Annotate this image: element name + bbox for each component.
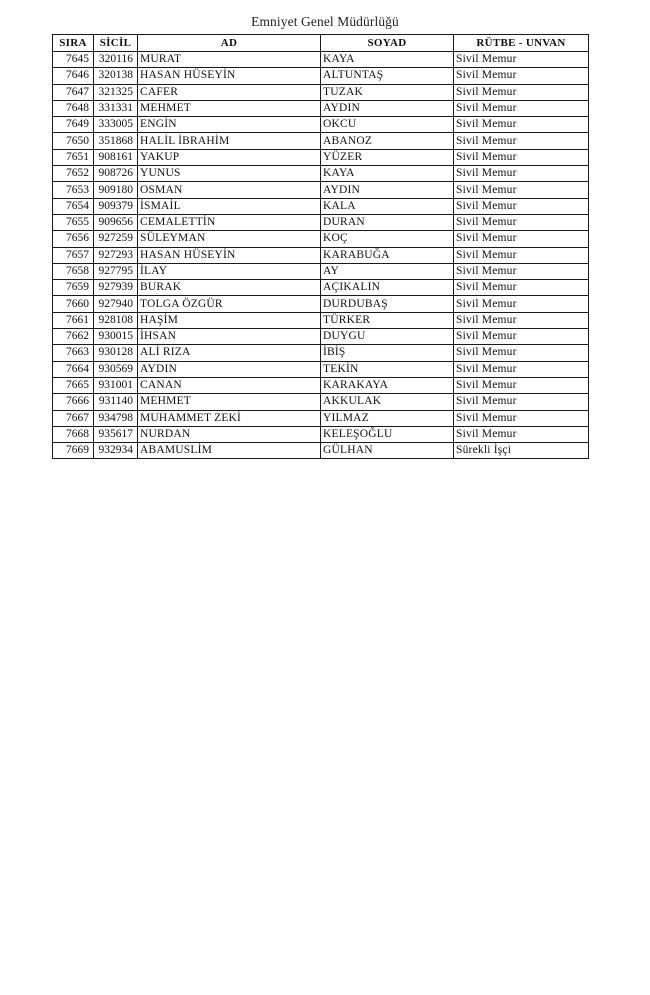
cell-sira: 7664: [53, 361, 94, 377]
table-row: [53, 247, 589, 263]
cell-sicil: 321325: [94, 84, 138, 100]
cell-sicil: 927259: [94, 231, 138, 247]
cell-sira: 7656: [53, 231, 94, 247]
column-header-sira: SIRA: [53, 35, 94, 52]
cell-rutbe: Sivil Memur: [454, 426, 589, 442]
cell-rutbe: Sivil Memur: [454, 329, 589, 345]
cell-ad: SÜLEYMAN: [138, 231, 321, 247]
table-row: [53, 280, 589, 296]
cell-sira: 7661: [53, 312, 94, 328]
cell-sira: 7668: [53, 426, 94, 442]
column-header-ad: AD: [138, 35, 321, 52]
cell-sira: 7659: [53, 280, 94, 296]
cell-ad: MUHAMMET ZEKİ: [138, 410, 321, 426]
cell-ad: İLAY: [138, 263, 321, 279]
cell-rutbe: Sivil Memur: [454, 394, 589, 410]
table-row: [53, 166, 589, 182]
table-row: [53, 133, 589, 149]
table-row: [53, 214, 589, 230]
cell-sicil: 931001: [94, 377, 138, 393]
cell-soyad: AYDIN: [321, 100, 454, 116]
cell-sicil: 331331: [94, 100, 138, 116]
column-header-sicil: SİCİL: [94, 35, 138, 52]
cell-ad: ALİ RIZA: [138, 345, 321, 361]
table-row: [53, 329, 589, 345]
cell-soyad: KAYA: [321, 166, 454, 182]
cell-sicil: 931140: [94, 394, 138, 410]
cell-soyad: GÜLHAN: [321, 443, 454, 459]
cell-soyad: DURAN: [321, 214, 454, 230]
cell-sicil: 927940: [94, 296, 138, 312]
table-row: [53, 182, 589, 198]
table-row: [53, 312, 589, 328]
cell-rutbe: Sivil Memur: [454, 231, 589, 247]
table-row: [53, 296, 589, 312]
table-body: [53, 52, 589, 459]
cell-sira: 7663: [53, 345, 94, 361]
cell-soyad: DURDUBAŞ: [321, 296, 454, 312]
cell-ad: İHSAN: [138, 329, 321, 345]
cell-ad: MEHMET: [138, 394, 321, 410]
table-row: [53, 345, 589, 361]
column-header-soyad: SOYAD: [321, 35, 454, 52]
cell-soyad: KARABUĞA: [321, 247, 454, 263]
cell-rutbe: Sivil Memur: [454, 345, 589, 361]
cell-soyad: TUZAK: [321, 84, 454, 100]
cell-rutbe: Sivil Memur: [454, 117, 589, 133]
cell-sicil: 932934: [94, 443, 138, 459]
cell-sicil: 927293: [94, 247, 138, 263]
cell-sira: 7660: [53, 296, 94, 312]
cell-soyad: AYDIN: [321, 182, 454, 198]
cell-rutbe: Sivil Memur: [454, 312, 589, 328]
cell-rutbe: Sivil Memur: [454, 410, 589, 426]
cell-sira: 7669: [53, 443, 94, 459]
cell-ad: NURDAN: [138, 426, 321, 442]
cell-rutbe: Sivil Memur: [454, 68, 589, 84]
cell-soyad: ABANOZ: [321, 133, 454, 149]
cell-ad: AYDIN: [138, 361, 321, 377]
cell-soyad: DUYGU: [321, 329, 454, 345]
cell-rutbe: Sivil Memur: [454, 166, 589, 182]
cell-ad: MURAT: [138, 52, 321, 68]
table-row: [53, 426, 589, 442]
cell-ad: OSMAN: [138, 182, 321, 198]
table-row: [53, 84, 589, 100]
cell-ad: TOLGA ÖZGÜR: [138, 296, 321, 312]
cell-sicil: 934798: [94, 410, 138, 426]
cell-soyad: KALA: [321, 198, 454, 214]
cell-sira: 7645: [53, 52, 94, 68]
cell-soyad: KELEŞOĞLU: [321, 426, 454, 442]
cell-ad: HASAN HÜSEYİN: [138, 68, 321, 84]
table-header-row: [53, 35, 589, 52]
cell-sicil: 930015: [94, 329, 138, 345]
table-row: [53, 231, 589, 247]
column-header-rutbe: RÜTBE - UNVAN: [454, 35, 589, 52]
cell-soyad: KARAKAYA: [321, 377, 454, 393]
cell-sira: 7651: [53, 149, 94, 165]
cell-sicil: 930569: [94, 361, 138, 377]
cell-ad: CAFER: [138, 84, 321, 100]
cell-rutbe: Sivil Memur: [454, 214, 589, 230]
cell-sicil: 908726: [94, 166, 138, 182]
cell-soyad: KOÇ: [321, 231, 454, 247]
cell-soyad: ALTUNTAŞ: [321, 68, 454, 84]
cell-rutbe: Sivil Memur: [454, 198, 589, 214]
cell-rutbe: Sivil Memur: [454, 133, 589, 149]
table-row: [53, 52, 589, 68]
cell-soyad: YILMAZ: [321, 410, 454, 426]
table-row: [53, 394, 589, 410]
cell-rutbe: Sivil Memur: [454, 247, 589, 263]
table-row: [53, 377, 589, 393]
cell-rutbe: Sürekli İşçi: [454, 443, 589, 459]
cell-rutbe: Sivil Memur: [454, 52, 589, 68]
cell-soyad: İBİŞ: [321, 345, 454, 361]
cell-ad: HAŞİM: [138, 312, 321, 328]
cell-rutbe: Sivil Memur: [454, 361, 589, 377]
cell-sira: 7649: [53, 117, 94, 133]
table-row: [53, 198, 589, 214]
cell-sicil: 935617: [94, 426, 138, 442]
cell-ad: İSMAİL: [138, 198, 321, 214]
cell-sicil: 927939: [94, 280, 138, 296]
cell-ad: HALİL İBRAHİM: [138, 133, 321, 149]
cell-sira: 7646: [53, 68, 94, 84]
cell-sicil: 333005: [94, 117, 138, 133]
cell-rutbe: Sivil Memur: [454, 296, 589, 312]
cell-sira: 7662: [53, 329, 94, 345]
cell-sicil: 320116: [94, 52, 138, 68]
cell-sira: 7665: [53, 377, 94, 393]
table-row: [53, 443, 589, 459]
cell-soyad: OKCU: [321, 117, 454, 133]
cell-sira: 7655: [53, 214, 94, 230]
table-row: [53, 149, 589, 165]
cell-ad: MEHMET: [138, 100, 321, 116]
cell-soyad: YÜZER: [321, 149, 454, 165]
cell-soyad: AKKULAK: [321, 394, 454, 410]
cell-sira: 7658: [53, 263, 94, 279]
table-row: [53, 68, 589, 84]
cell-sira: 7657: [53, 247, 94, 263]
cell-sira: 7667: [53, 410, 94, 426]
cell-sicil: 928108: [94, 312, 138, 328]
cell-sira: 7650: [53, 133, 94, 149]
cell-sira: 7654: [53, 198, 94, 214]
cell-sicil: 320138: [94, 68, 138, 84]
table-row: [53, 410, 589, 426]
table-row: [53, 100, 589, 116]
table-row: [53, 117, 589, 133]
cell-sicil: 909180: [94, 182, 138, 198]
cell-ad: HASAN HÜSEYİN: [138, 247, 321, 263]
cell-ad: ENGİN: [138, 117, 321, 133]
cell-rutbe: Sivil Memur: [454, 280, 589, 296]
cell-rutbe: Sivil Memur: [454, 100, 589, 116]
cell-soyad: AÇIKALIN: [321, 280, 454, 296]
cell-ad: YUNUS: [138, 166, 321, 182]
cell-sira: 7652: [53, 166, 94, 182]
cell-sicil: 930128: [94, 345, 138, 361]
cell-rutbe: Sivil Memur: [454, 84, 589, 100]
cell-sicil: 909656: [94, 214, 138, 230]
cell-soyad: KAYA: [321, 52, 454, 68]
cell-sicil: 909379: [94, 198, 138, 214]
cell-sira: 7666: [53, 394, 94, 410]
cell-ad: CEMALETTİN: [138, 214, 321, 230]
cell-ad: ABAMUSLİM: [138, 443, 321, 459]
cell-soyad: AY: [321, 263, 454, 279]
cell-ad: CANAN: [138, 377, 321, 393]
cell-sira: 7647: [53, 84, 94, 100]
cell-rutbe: Sivil Memur: [454, 377, 589, 393]
cell-sicil: 351868: [94, 133, 138, 149]
cell-rutbe: Sivil Memur: [454, 182, 589, 198]
cell-sira: 7648: [53, 100, 94, 116]
cell-sira: 7653: [53, 182, 94, 198]
table-row: [53, 361, 589, 377]
cell-sicil: 908161: [94, 149, 138, 165]
cell-ad: YAKUP: [138, 149, 321, 165]
cell-rutbe: Sivil Memur: [454, 149, 589, 165]
cell-soyad: TEKİN: [321, 361, 454, 377]
page-title: Emniyet Genel Müdürlüğü: [251, 14, 399, 29]
table-row: [53, 263, 589, 279]
cell-sicil: 927795: [94, 263, 138, 279]
cell-soyad: TÜRKER: [321, 312, 454, 328]
personnel-table: [52, 34, 589, 459]
cell-rutbe: Sivil Memur: [454, 263, 589, 279]
cell-ad: BURAK: [138, 280, 321, 296]
